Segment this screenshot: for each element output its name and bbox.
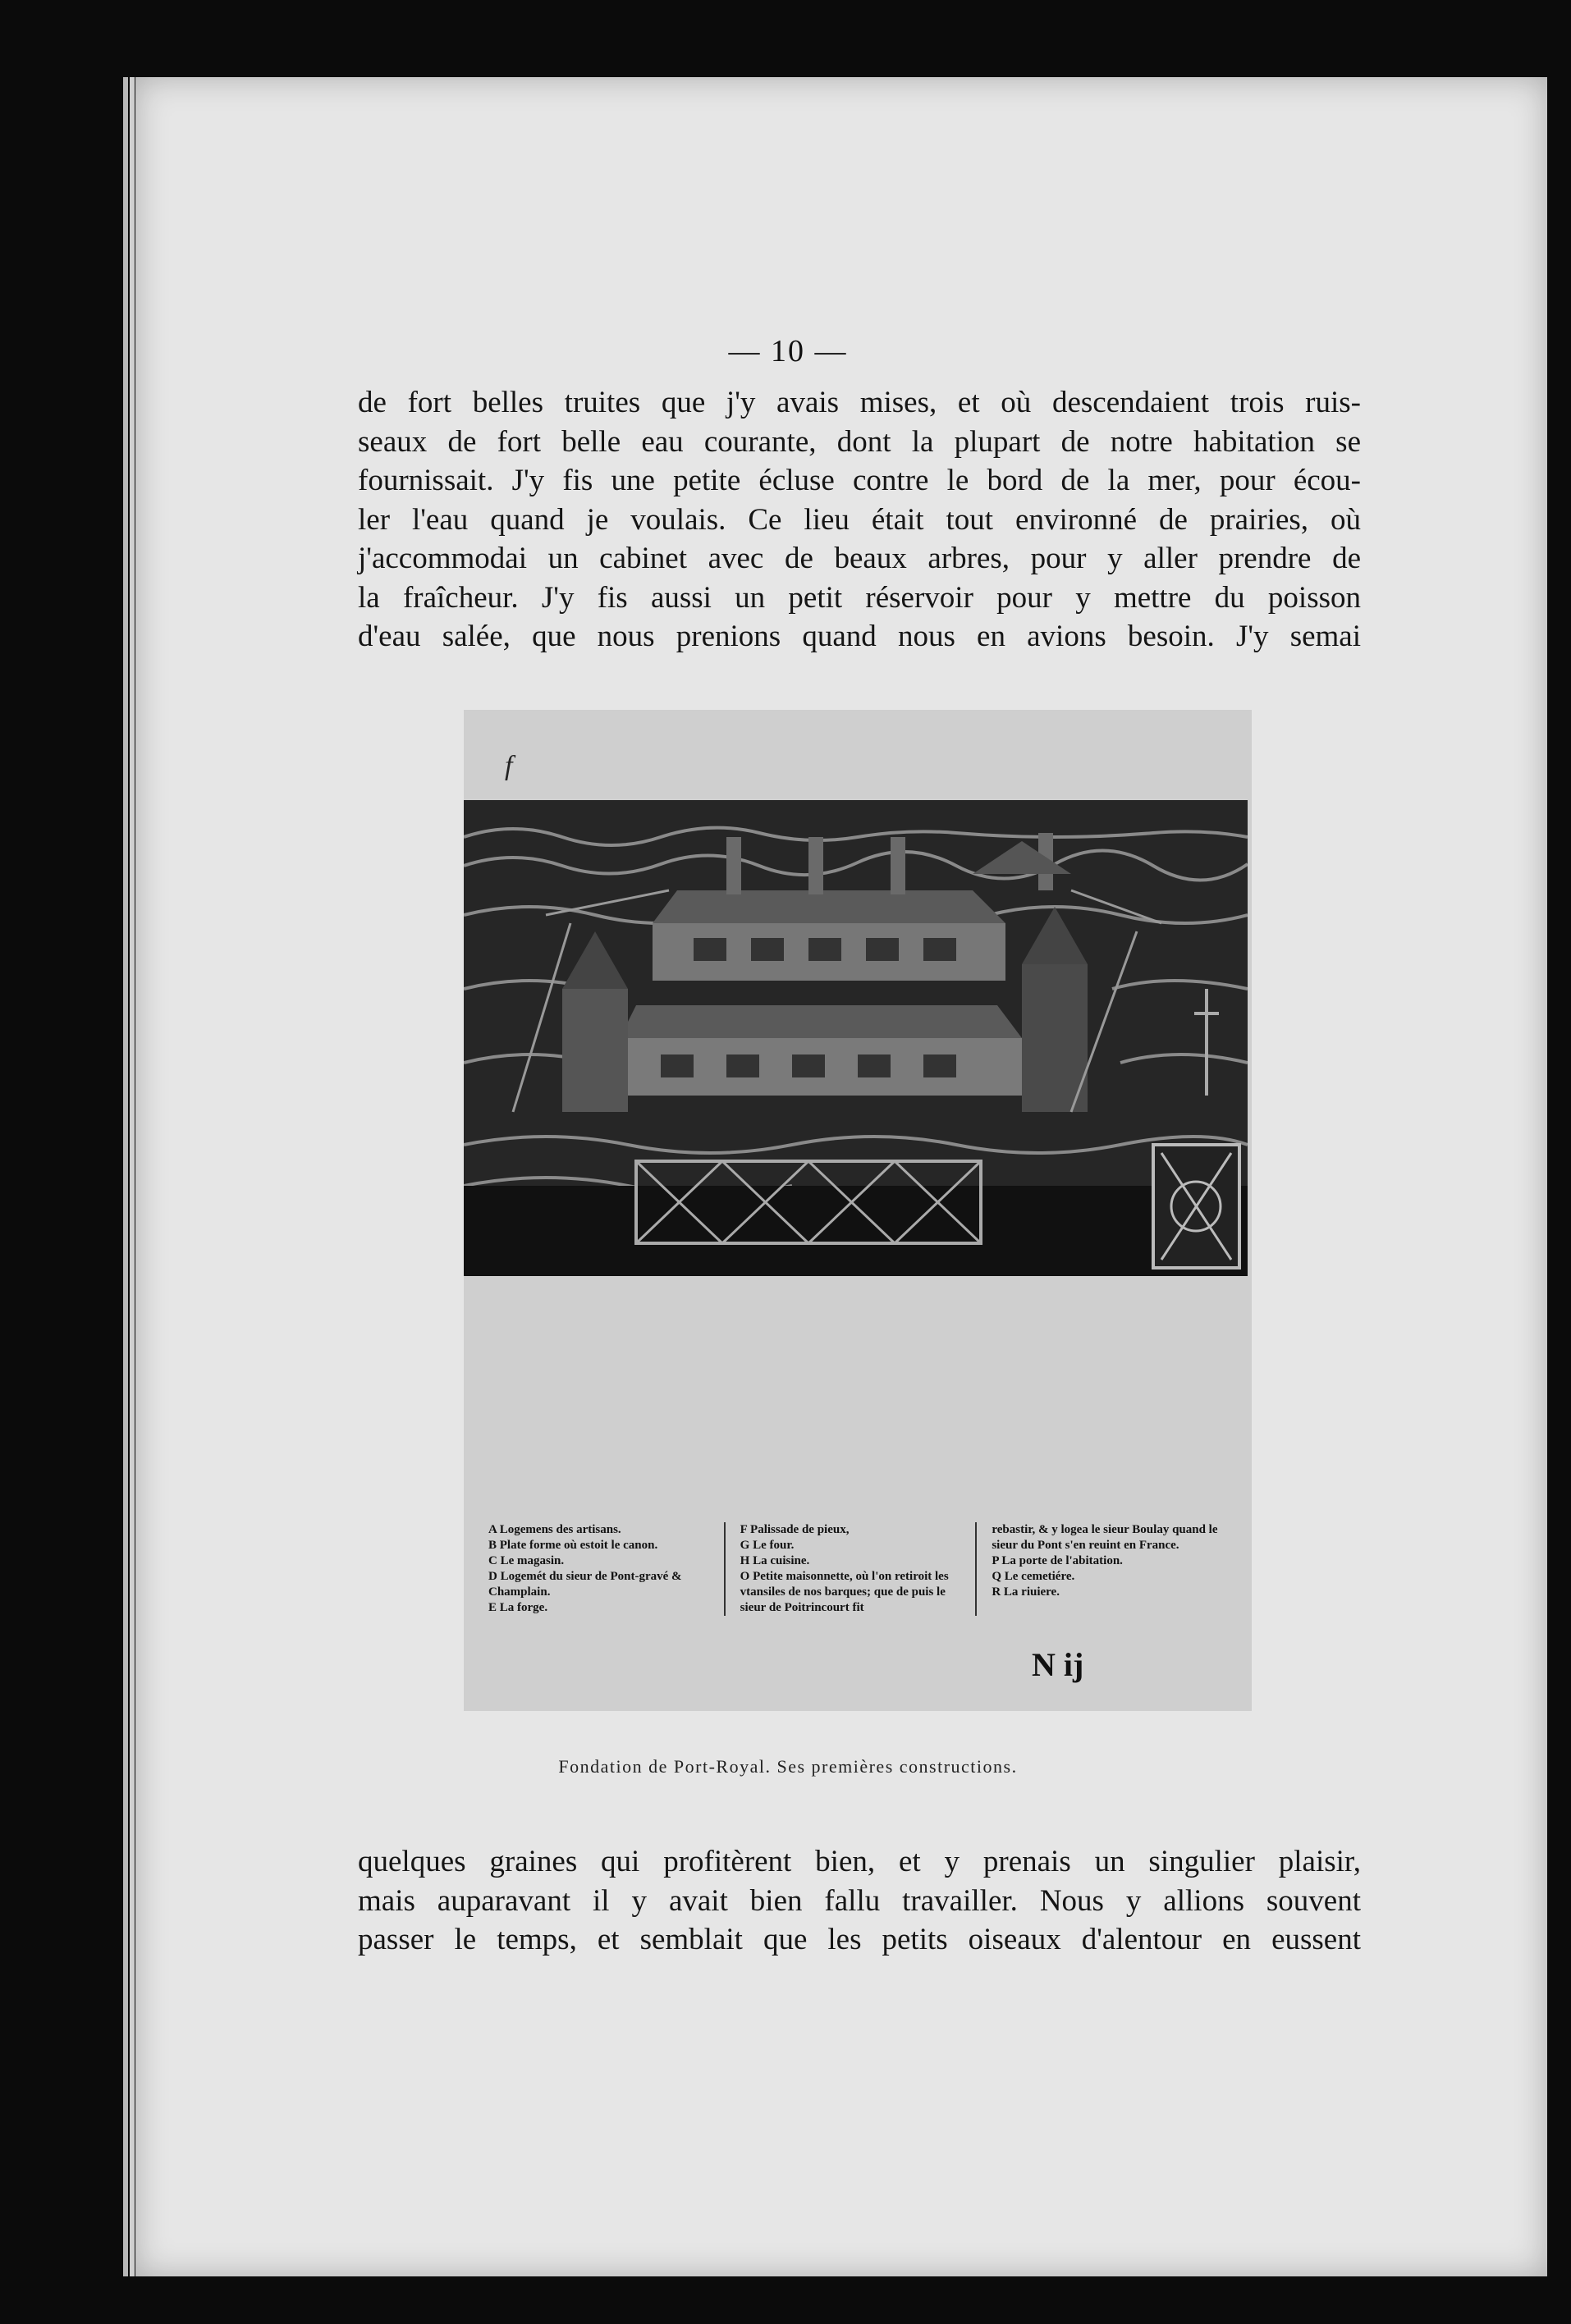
text-line: j'accommodai un cabinet avec de beaux arbres, pour y aller prendre de	[358, 542, 1361, 575]
figure-caption: Fondation de Port-Royal. Ses premières constructions.	[558, 1756, 1018, 1777]
legend-item: D Logemét du sieur de Pont-gravé & Champlain.	[488, 1570, 682, 1599]
body-text-top	[358, 383, 1361, 656]
legend-item: O Petite maisonnette, où l'on retiroit les vtansiles de nos barques; que de puis le sieur de Poitrincourt fit	[740, 1570, 949, 1614]
figure-legend	[488, 1522, 1227, 1616]
port-royal-engraving	[464, 800, 1248, 1276]
text-line: quelques graines qui profitèrent bien, et y prenais un singulier plaisir,	[358, 1845, 1361, 1878]
legend-item: P La porte de l'abitation.	[992, 1554, 1123, 1567]
body-text-bottom	[358, 1842, 1361, 1960]
text-line: ler l'eau quand je voulais. Ce lieu était tout environné de prairies, où	[358, 502, 1361, 537]
text-line: seaux de fort belle eau courante, dont la plupart de notre habitation se	[358, 424, 1361, 459]
text-line: d'eau salée, que nous prenions quand nous en avions besoin. J'y semai	[358, 620, 1361, 653]
legend-item: C Le magasin.	[488, 1554, 565, 1567]
legend-item: H La cuisine.	[740, 1554, 810, 1567]
habitation-illustration	[464, 800, 1248, 1276]
text-line: fournissait. J'y fis une petite écluse contre le bord de la mer, pour écou-	[358, 464, 1361, 497]
legend-item: E La forge.	[488, 1601, 548, 1614]
figure-corner-letter: f	[505, 751, 513, 781]
page-number: — 10 —	[728, 334, 848, 368]
signature-mark: N ij	[1032, 1646, 1084, 1683]
engraving-figure	[464, 710, 1252, 1711]
legend-item: rebastir, & y logea le sieur Boulay quand le sieur du Pont s'en reuint en France.	[992, 1523, 1218, 1552]
legend-item: F Palissade de pieux,	[740, 1523, 850, 1536]
text-line: la fraîcheur. J'y fis aussi un petit réservoir pour y mettre du poisson	[358, 580, 1361, 615]
legend-item: Q Le cemetiére.	[992, 1570, 1075, 1583]
text-line: de fort belles truites que j'y avais mises, et où descendaient trois ruis-	[358, 386, 1361, 419]
legend-column	[740, 1522, 978, 1616]
text-line: passer le temps, et semblait que les petits oiseaux d'alentour en eussent	[358, 1923, 1361, 1956]
legend-item: G Le four.	[740, 1539, 795, 1552]
legend-item: R La riuiere.	[992, 1585, 1060, 1599]
legend-column	[488, 1522, 726, 1616]
text-line: mais auparavant il y avait bien fallu travailler. Nous y allions souvent	[358, 1883, 1361, 1918]
legend-column	[992, 1522, 1227, 1616]
legend-item: A Logemens des artisans.	[488, 1523, 621, 1536]
legend-item: B Plate forme où estoit le canon.	[488, 1539, 658, 1552]
